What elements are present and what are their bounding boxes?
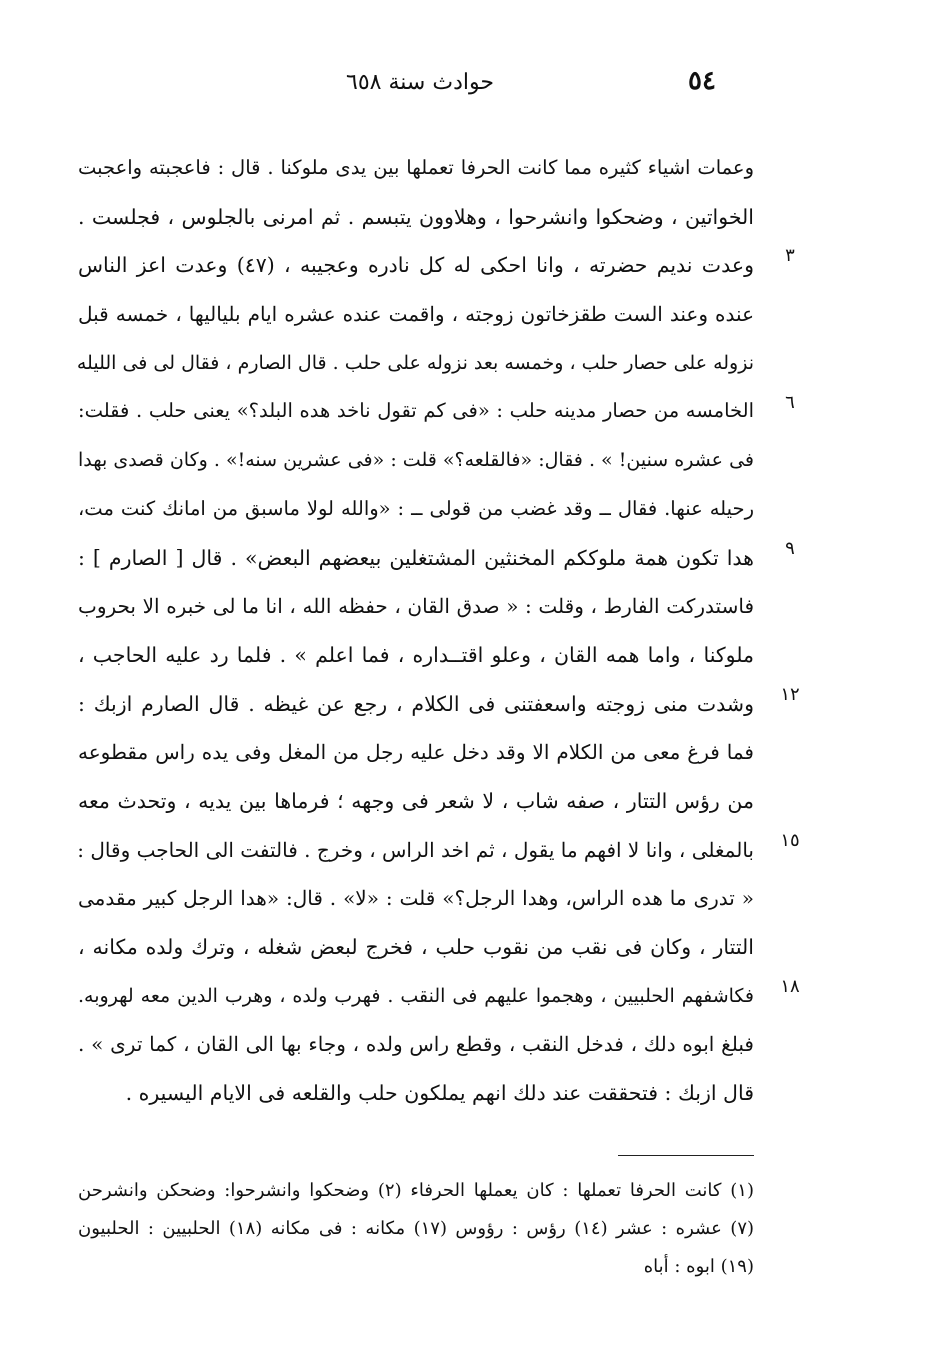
text-line: رحيله عنها. فقال ــ وقد غضب من قولى ــ : «والله لولا ماسبق من امانك كنت مت، <box>78 496 754 520</box>
text-line: التتار ، وكان فى نقب من نقوب حلب ، فخرج لبعض شغله ، وترك ولده مكانه ، <box>78 935 754 959</box>
footnote-line: (٧) عشره : عشر (١٤) رؤس : رؤوس (١٧) مكانه : فى مكانه (١٨) الحلبيين : الحلبيون <box>78 1218 755 1239</box>
text-line: فاستدركت الفارط ، وقلت : « صدق القان ، حفظه الله ، انا ما لى خبره الا بحروب <box>78 594 754 619</box>
text-line: « تدرى ما هده الراس، وهدا الرجل؟» قلت : «لا» . قال: «هدا الرجل كبير مقدمى <box>78 886 755 911</box>
page-number: ٥٤ <box>688 66 716 96</box>
text-line: وشدت منى زوجته واسعفتنى فى الكلام ، رجع عن غيظه . قال الصارم ازبك : <box>78 691 754 716</box>
text-line: نزوله على حصار حلب ، وخمسه بعد نزوله على حلب . قال الصارم ، فقال لى فى الليله <box>76 351 754 374</box>
line-number: ١٥ <box>780 830 800 851</box>
text-line: عنده وعند الست طقزخاتون زوجته ، واقمت عنده عشره ايام بلياليها ، خمسه قبل <box>78 302 755 327</box>
line-number: ١٢ <box>780 684 800 705</box>
line-number: ٦ <box>785 392 795 413</box>
footnote-line: (١٩) ابوه : أباه <box>643 1256 754 1277</box>
text-line: وعدت نديم حضرته ، وانا احكى له كل نادره وعجيبه ، (٤٧) وعدت اعز الناس <box>78 253 754 278</box>
text-line: بالمغلى ، وانا لا افهم ما يقول ، ثم اخد الراس ، وخرج . فالتفت الى الحاجب وقال : <box>77 837 754 862</box>
text-line: ملوكنا ، واما همه القان ، وعلو اقتــداره ، فما اعلم » . فلما رد عليه الحاجب ، <box>78 642 754 667</box>
text-line: من رؤس التتار ، صفه شاب ، لا شعر فى وجهه ؛ فرماها بين يديه ، وتحدث معه <box>78 788 754 813</box>
main-text <box>78 144 754 1118</box>
text-line: قال ازبك : فتحققت عند دلك انهم يملكون حلب والقلعه فى الايام اليسيره . <box>125 1081 754 1106</box>
line-number: ٩ <box>785 538 795 559</box>
text-line: الخامسه من حصار مدينه حلب : «فى كم تقول ناخد هده البلد؟» يعنى حلب . فقلت: <box>78 399 754 423</box>
line-number: ١٨ <box>780 976 800 997</box>
text-line: فى عشره سنين! » . فقال: «فالقلعه؟» قلت : «فى عشرين سنه!» . وكان قصدى بهدا <box>78 449 754 472</box>
line-number: ٣ <box>785 245 795 266</box>
running-title: حوادث سنة ٦٥٨ <box>346 70 494 95</box>
text-line: الخواتين ، وضحكوا وانشرحوا ، وهلاوون يتبسم . ثم امرنى بالجلوس ، فجلست . <box>78 204 754 229</box>
text-line: هدا تكون همة ملوككم المخنثين المشتغلين بيعضهم البعض» . قال [ الصارم ] : <box>78 545 754 570</box>
text-line: فبلغ ابوه دلك ، فدخل النقب ، وقطع راس ولده ، وجاء بها الى القان ، كما ترى » . <box>78 1032 754 1057</box>
text-line: فكاشفهم الحلبيين ، وهجموا عليهم فى النقب . فهرب ولده ، وهرب الدين معه لهروبه. <box>78 984 754 1007</box>
footnote-line: (١) كانت الحرفا تعملها : كان يعملها الحرفاء (٢) وضحكوا وانشرحوا: وضحكن وانشرحن <box>78 1180 754 1201</box>
footnote-separator <box>618 1155 754 1156</box>
text-line: وعمات اشياء كثيره مما كانت الحرفا تعملها بين يدى ملوكنا . قال : فاعجبته واعجبت <box>78 156 754 179</box>
footnotes <box>78 1172 754 1286</box>
text-line: فما فرغ معى من الكلام الا وقد دخل عليه رجل من المغل وفى يده راس مقطوعه <box>78 740 754 765</box>
